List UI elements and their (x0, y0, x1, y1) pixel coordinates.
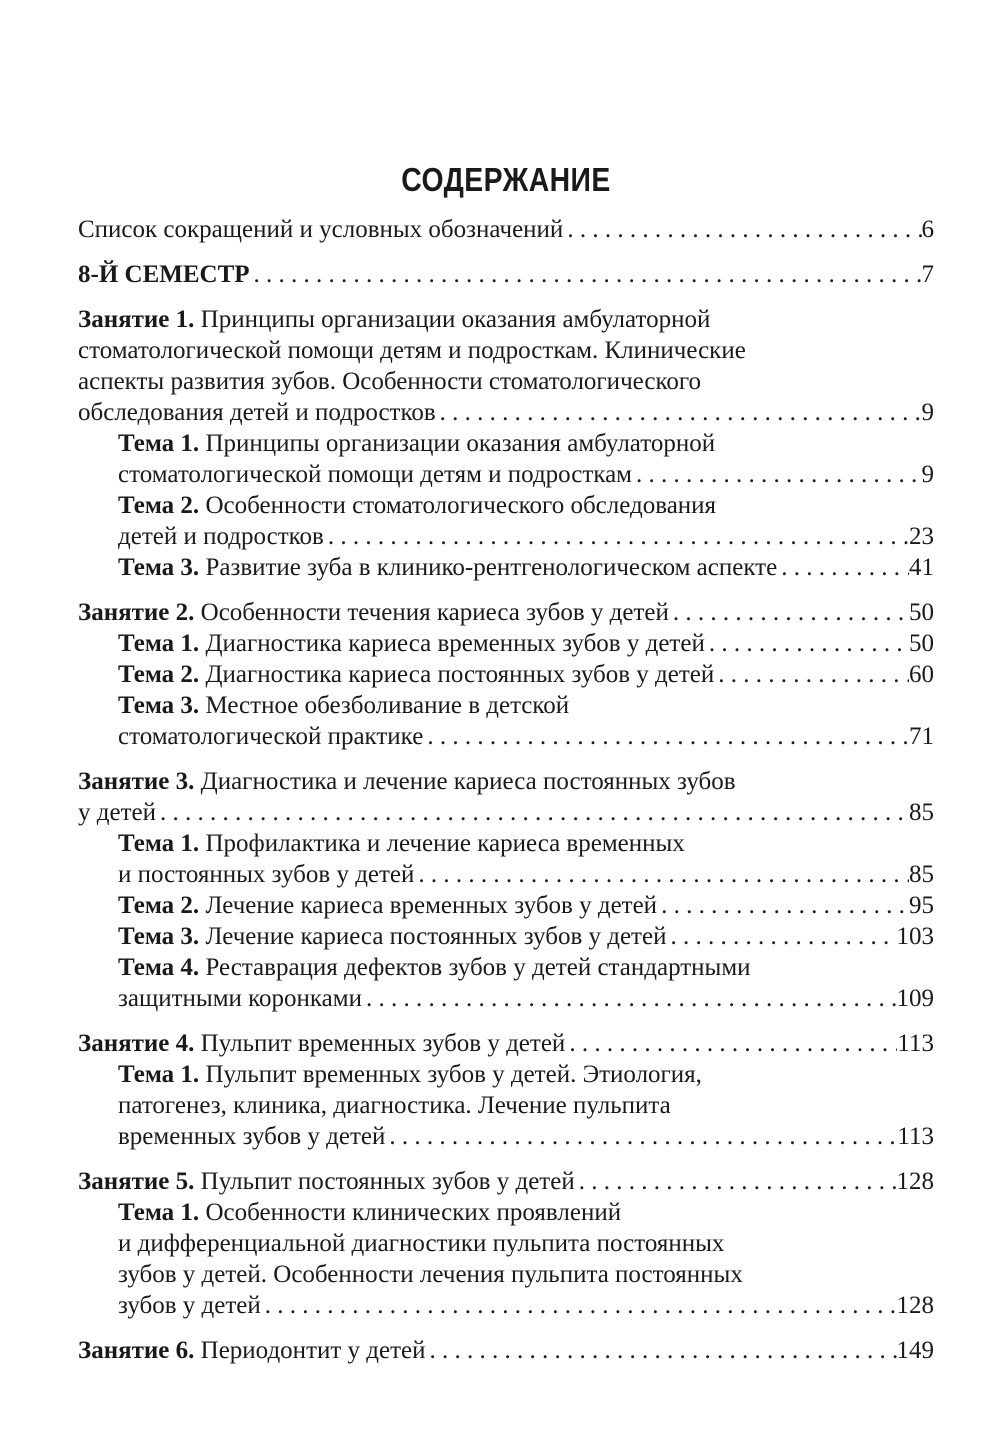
toc-entry-text (118, 659, 714, 690)
toc-entry-text (118, 628, 705, 659)
toc-entry-text (78, 397, 436, 428)
toc-entry-line (118, 628, 934, 659)
toc-entry-text (118, 921, 666, 952)
toc-topic-entry (78, 828, 934, 890)
toc-entry-text (78, 306, 710, 333)
dot-leader (657, 890, 909, 921)
toc-entry-text (118, 552, 777, 583)
toc-entry-title: патогенез, клиника, диагностика. Лечение пульпита (118, 1092, 671, 1119)
toc-entry-label: Занятие 5. (78, 1168, 195, 1195)
toc-entry-line (118, 659, 934, 690)
toc-entry-title: Особенности течения кариеса зубов у детей (194, 599, 669, 626)
dot-leader (714, 659, 909, 690)
toc-section-entry (78, 1028, 934, 1059)
toc-entry-text (118, 521, 324, 552)
toc-entry-line (118, 1090, 934, 1121)
toc-entry-line (78, 259, 934, 290)
dot-leader (324, 521, 909, 552)
toc-entry-title: стоматологической практике (118, 723, 424, 750)
toc-entry-text (118, 459, 632, 490)
toc-entry-line (118, 1259, 934, 1290)
toc-entry-text (118, 692, 569, 719)
toc-entry-text (78, 1028, 565, 1059)
toc-entry-line (118, 1059, 934, 1090)
toc-topic-entry (78, 690, 934, 752)
toc-entry-title: зубов у детей. Особенности лечения пульпита постоянных (118, 1261, 743, 1288)
dot-leader (436, 397, 922, 428)
toc-entry-text (118, 1261, 743, 1288)
toc-topic-entry (78, 659, 934, 690)
toc-entry-title: Пульпит временных зубов у детей. Этиология, (199, 1061, 702, 1088)
toc-topic-entry (78, 921, 934, 952)
toc-entry-title: Лечение кариеса временных зубов у детей (199, 892, 658, 919)
dot-leader (362, 983, 897, 1014)
toc-entry-text (118, 430, 715, 457)
toc-entry-title: стоматологической помощи детям и подросткам (118, 461, 633, 488)
toc-entry-title: детей и подростков (118, 523, 324, 550)
toc-entry-line (78, 597, 934, 628)
toc-entry-text (118, 954, 751, 981)
toc-entry-label: Занятие 6. (78, 1337, 195, 1364)
toc-entry-label: Тема 1. (118, 830, 200, 857)
toc-entry-title: Пульпит постоянных зубов у детей (194, 1168, 575, 1195)
toc-entry-title: у детей (78, 799, 156, 826)
toc-entry-label: Тема 4. (118, 954, 200, 981)
toc-entry-line (78, 335, 934, 366)
toc-entry-title: Пульпит временных зубов у детей (194, 1030, 566, 1057)
dot-leader (423, 721, 909, 752)
toc-entry-label: Занятие 4. (78, 1030, 195, 1057)
toc-section-entry (78, 766, 934, 828)
toc-page-number: 113 (897, 1030, 934, 1057)
toc-entry-line (118, 1290, 934, 1321)
toc-topic-entry (78, 1059, 934, 1152)
toc-page-number: 85 (909, 799, 934, 826)
toc-entry-title: стоматологической помощи детям и подросткам. Клинические (78, 337, 746, 364)
toc-entry-line (118, 952, 934, 983)
toc-page-number: 9 (921, 399, 934, 426)
toc-title: СОДЕРЖАНИЕ (401, 161, 611, 198)
toc-page-number: 149 (896, 1337, 934, 1364)
toc-topic-entry (78, 890, 934, 921)
toc-entry-title: Диагностика и лечение кариеса постоянных зубов (194, 768, 736, 795)
toc-entry-label: Тема 2. (118, 492, 200, 519)
dot-leader (669, 597, 909, 628)
toc-entry-title: Особенности клинических проявлений (199, 1199, 622, 1226)
toc-page-number: 128 (896, 1168, 934, 1195)
toc-entry-label: Тема 3. (118, 554, 200, 581)
toc-entry-title: временных зубов у детей (118, 1123, 386, 1150)
toc-entry-label: Занятие 1. (78, 306, 195, 333)
toc-page-number: 95 (909, 892, 934, 919)
toc-page-number: 23 (909, 523, 934, 550)
toc-entry-line (118, 428, 934, 459)
toc-entry-title: Профилактика и лечение кариеса временных (199, 830, 685, 857)
toc-section-entry (78, 304, 934, 428)
dot-leader (426, 1335, 897, 1366)
toc-section-entry (78, 597, 934, 628)
toc-entry-title: Реставрация дефектов зубов у детей стандартными (199, 954, 751, 981)
toc-page-number: 50 (909, 630, 934, 657)
dot-leader (666, 921, 896, 952)
toc-page-number: 113 (897, 1123, 934, 1150)
toc-page-number: 9 (921, 461, 934, 488)
toc-entry-text (78, 1166, 575, 1197)
toc-section-entry (78, 259, 934, 290)
toc-page-number: 85 (909, 861, 934, 888)
dot-leader (575, 1166, 897, 1197)
toc-entry-title: Местное обезболивание в детской (199, 692, 570, 719)
toc-page-number: 6 (921, 216, 934, 243)
toc-entry-line (118, 1228, 934, 1259)
toc-page-number: 128 (896, 1292, 934, 1319)
toc-entry-label: Тема 1. (118, 1199, 200, 1226)
toc-topic-entry (78, 552, 934, 583)
toc-entry-text (78, 259, 250, 290)
toc-entry-line (118, 859, 934, 890)
toc-page (78, 160, 934, 1366)
toc-entry-line (78, 1166, 934, 1197)
dot-leader (563, 214, 921, 245)
toc-page-number: 60 (909, 661, 934, 688)
toc-page-number: 71 (909, 723, 934, 750)
toc-entry-title: и дифференциальной диагностики пульпита постоянных (118, 1230, 725, 1257)
toc-entry-text (118, 721, 423, 752)
toc-entry-text (78, 214, 563, 245)
toc-entry-title: Список сокращений и условных обозначений (78, 216, 564, 243)
toc-entry-text (118, 983, 362, 1014)
toc-entry-title: Диагностика кариеса временных зубов у детей (199, 630, 705, 657)
toc-entry-label: Занятие 2. (78, 599, 195, 626)
dot-leader (565, 1028, 897, 1059)
toc-entry-line (78, 766, 934, 797)
toc-entry-line (78, 366, 934, 397)
toc-entry-title: и постоянных зубов у детей (118, 861, 415, 888)
toc-entry-label: Тема 2. (118, 892, 200, 919)
toc-entry-line (118, 828, 934, 859)
toc-entry-line (118, 983, 934, 1014)
toc-entry-label: Тема 3. (118, 923, 200, 950)
toc-entry-text (78, 597, 669, 628)
toc-page-number: 41 (909, 554, 934, 581)
dot-leader (777, 552, 909, 583)
toc-topic-entry (78, 428, 934, 490)
toc-section-entry (78, 1166, 934, 1197)
toc-entry-title: зубов у детей (118, 1292, 261, 1319)
toc-entry-title: Лечение кариеса постоянных зубов у детей (199, 923, 667, 950)
toc-entry-label: Тема 2. (118, 661, 200, 688)
toc-page-number: 7 (921, 261, 934, 288)
toc-page-number: 103 (896, 923, 934, 950)
toc-entry-line (78, 214, 934, 245)
toc-entry-title: Периодонтит у детей (194, 1337, 426, 1364)
toc-entry-title: Принципы организации оказания амбулаторной (199, 430, 716, 457)
toc-entry-label: Занятие 3. (78, 768, 195, 795)
toc-entry-line (78, 797, 934, 828)
toc-entry-title: Диагностика кариеса постоянных зубов у детей (199, 661, 715, 688)
toc-entry-line (78, 1335, 934, 1366)
toc-entry-text (78, 337, 746, 364)
dot-leader (705, 628, 909, 659)
dot-leader (414, 859, 909, 890)
toc-entry-text (78, 797, 156, 828)
toc-section-entry (78, 214, 934, 245)
toc-entry-line (118, 552, 934, 583)
toc-entry-text (118, 1061, 702, 1088)
toc-entry-line (118, 1121, 934, 1152)
toc-entry-label: Тема 1. (118, 430, 200, 457)
toc-entry-title: аспекты развития зубов. Особенности стоматологического (78, 368, 701, 395)
toc-entry-title: Особенности стоматологического обследования (199, 492, 717, 519)
toc-entry-label: Тема 1. (118, 1061, 200, 1088)
dot-leader (156, 797, 909, 828)
toc-topic-entry (78, 1197, 934, 1321)
dot-leader (250, 259, 922, 290)
toc-entry-text (118, 859, 414, 890)
toc-entry-text (118, 1121, 385, 1152)
toc-entry-text (118, 1230, 724, 1257)
toc-entry-title: Развитие зуба в клинико-рентгенологическом аспекте (199, 554, 778, 581)
toc-entry-line (118, 721, 934, 752)
toc-entry-title: защитными коронками (118, 985, 362, 1012)
toc-entry-line (78, 397, 934, 428)
toc-entry-line (78, 1028, 934, 1059)
toc-entry-text (78, 1335, 426, 1366)
toc-entry-text (118, 1092, 671, 1119)
toc-entry-line (78, 304, 934, 335)
toc-topic-entry (78, 628, 934, 659)
toc-entry-line (118, 690, 934, 721)
toc-topic-entry (78, 490, 934, 552)
toc-entry-line (118, 490, 934, 521)
toc-entry-text (118, 890, 657, 921)
toc-entry-text (118, 1290, 261, 1321)
toc-entry-line (118, 921, 934, 952)
toc-entry-text (118, 1199, 621, 1226)
toc-entry-title: обследования детей и подростков (78, 399, 436, 426)
toc-entry-line (118, 890, 934, 921)
toc-page-number: 109 (896, 985, 934, 1012)
toc-entry-label: 8-Й СЕМЕСТР (78, 261, 250, 288)
toc-entry-line (118, 1197, 934, 1228)
toc-entry-text (78, 768, 736, 795)
toc-entry-text (78, 368, 701, 395)
toc-page-number: 50 (909, 599, 934, 626)
toc-entry-line (118, 521, 934, 552)
toc-entry-title: Принципы организации оказания амбулаторной (194, 306, 711, 333)
toc-entry-line (118, 459, 934, 490)
toc-entry-text (118, 492, 716, 519)
toc-list (78, 214, 934, 1366)
toc-entry-label: Тема 1. (118, 630, 200, 657)
toc-topic-entry (78, 952, 934, 1014)
toc-entry-text (118, 830, 685, 857)
dot-leader (385, 1121, 897, 1152)
dot-leader (632, 459, 921, 490)
toc-entry-label: Тема 3. (118, 692, 200, 719)
dot-leader (261, 1290, 897, 1321)
toc-section-entry (78, 1335, 934, 1366)
